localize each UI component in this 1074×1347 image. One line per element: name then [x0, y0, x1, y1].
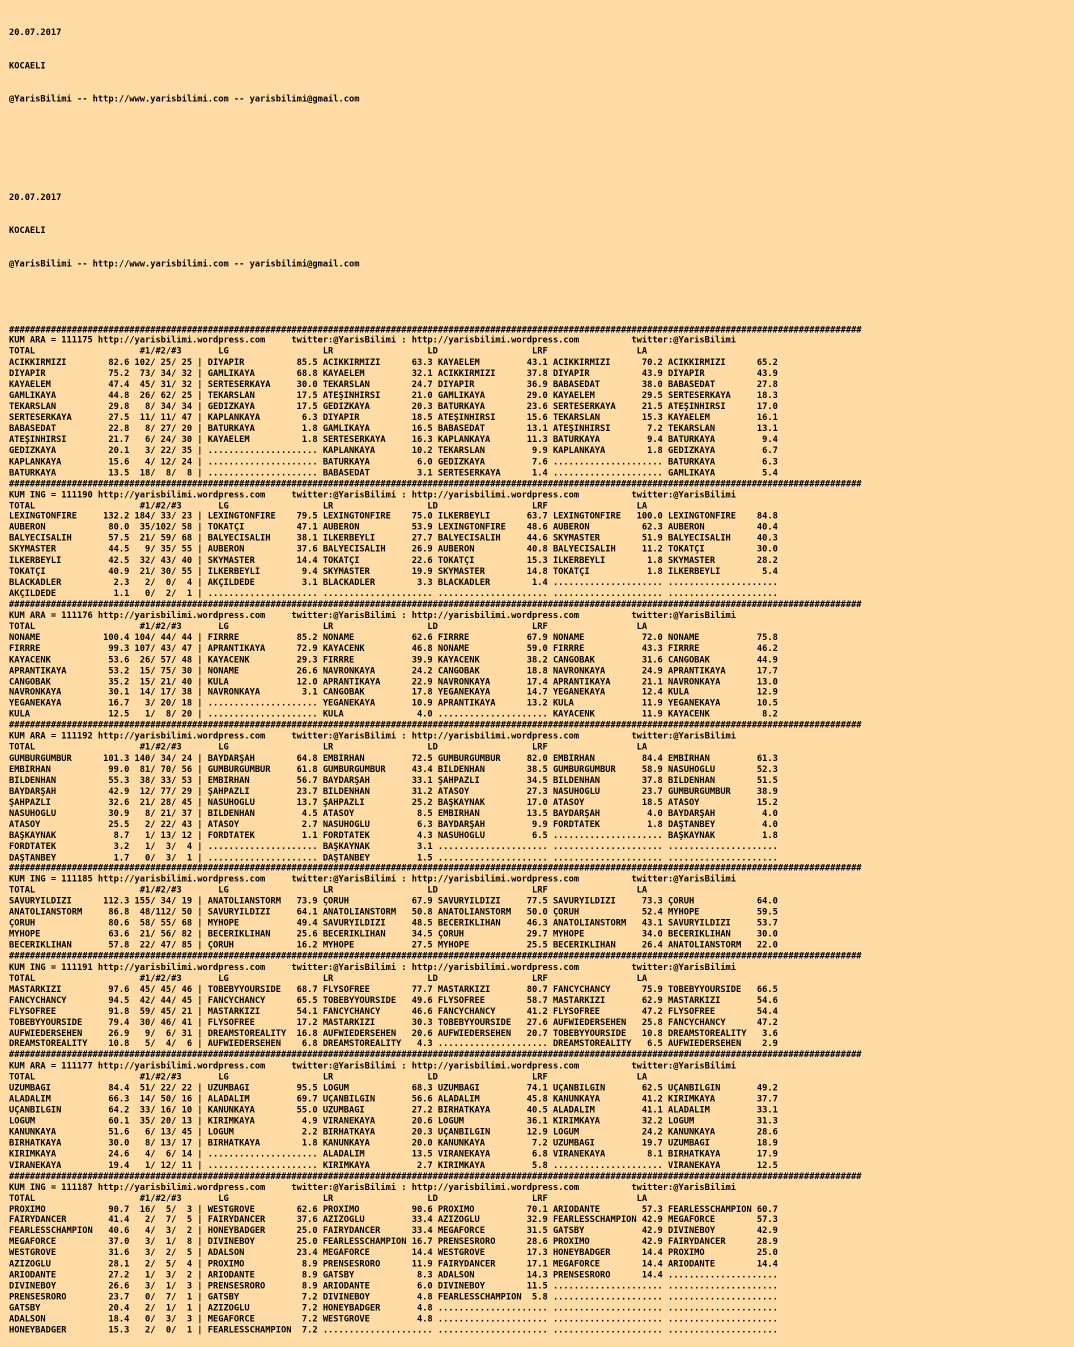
race-section: [9, 479, 1071, 600]
column-header: TOTAL #1/#2/#3 LG LR LD LRF LA: [9, 742, 648, 753]
table-row: FLYSOFREE 91.8 59/ 45/ 21 | MASTARKIZI 54.1 FANCYCHANCY 46.6 FANCYCHANCY 41.2 FLYSOFREE 47.2 FLYSOFREE 54.4: [9, 1006, 778, 1017]
report-contact: @YarisBilimi -- http://www.yarisbilimi.com -- yarisbilimi@gmail.com: [9, 259, 360, 270]
table-row: BAYDARŞAH 42.9 12/ 77/ 29 | ŞAHPAZLI 23.7 BİLDENHAN 31.2 ATASOY 27.3 NASUHOĞLU 23.7 GUMBURGÜMBÜR 38.9: [9, 786, 778, 797]
race-title: KUM ARA = 111177 http://yarisbilimi.wordpress.com twitter:@YarisBilimi : http://yarisbilimi.wordpress.com twitter:@YarisBilimi: [9, 1061, 737, 1072]
report-date: 20.07.2017: [9, 193, 62, 204]
table-row: FANCYCHANCY 94.5 42/ 44/ 45 | FANCYCHANCY 65.5 TOBEBYYOURSIDE 49.6 FLYSOFREE 58.7 MASTARKIZI 62.9 MASTARKIZI 54.6: [9, 995, 778, 1006]
table-row: FAIRYDANCER 41.4 2/ 7/ 5 | FAIRYDANCER 37.6 AZIZOGLU 33.4 AZIZOGLU 32.9 FEARLESSCHAMPION 42.9 MEGAFORCE 57.3: [9, 1215, 778, 1226]
separator-line: ###################################################################################################################################################################: [9, 325, 862, 336]
table-row: ANATOLIANSTORM 86.8 48/112/ 50 | SAVURYILDIZI 64.1 ANATOLIANSTORM 50.8 ANATOLIANSTORM 50.0 ÇORUH 52.4 MYHOPE 59.5: [9, 907, 778, 918]
table-row: PROXIMO 90.7 16/ 5/ 3 | WESTGROVE 62.6 PROXIMO 90.6 PROXIMO 70.1 ARIODANTE 57.3 FEARLESSCHAMPION 60.7: [9, 1204, 778, 1215]
column-header: TOTAL #1/#2/#3 LG LR LD LRF LA: [9, 347, 648, 358]
column-header: TOTAL #1/#2/#3 LG LR LD LRF LA: [9, 500, 648, 512]
table-row: UÇANBİLGİN 64.2 33/ 16/ 10 | KANUNKAYA 55.0 ÜZÜMBAĞI 27.2 BİRHATKAYA 40.5 ALADALIM 41.1 ALADALIM 33.1: [9, 1105, 778, 1116]
table-row: HONEYBADGER 15.3 2/ 0/ 1 | FEARLESSCHAMPION 7.2 ..................... ..................... ..................... .....................: [9, 1325, 778, 1336]
table-row: BİRHATKAYA 30.0 8/ 13/ 17 | BİRHATKAYA 1.8 KANUNKAYA 20.0 KANUNKAYA 7.2 ÜZÜMBAĞI 19.7 ÜZÜMBAĞI 18.9: [9, 1138, 778, 1149]
race-section: [9, 1171, 1071, 1336]
race-section: [9, 600, 1071, 721]
table-row: ŞAHPAZLI 32.6 21/ 28/ 45 | NASUHOĞLU 13.7 ŞAHPAZLI 25.2 BAŞKAYNAK 17.0 ATASOY 18.5 ATASOY 15.2: [9, 797, 778, 808]
table-row: TEKARSLAN 29.8 8/ 34/ 34 | GEDİZKAYA 17.5 GEDİZKAYA 20.3 BATURKAYA 23.6 SERTESERKAYA 21.5 ATEŞİNHIRSI 17.0: [9, 402, 778, 413]
report-date: 20.07.2017: [9, 28, 62, 39]
table-row: GAMLIKAYA 44.8 26/ 62/ 25 | TEKARSLAN 17.5 ATEŞİNHIRSI 21.0 GAMLIKAYA 29.0 KAYAELEM 29.5 SERTESERKAYA 18.3: [9, 391, 778, 402]
table-row: KANUNKAYA 51.6 6/ 13/ 45 | LOGUM 2.2 BİRHATKAYA 20.3 UÇANBİLGİN 12.9 LOGUM 24.2 KANUNKAYA 28.6: [9, 1127, 778, 1138]
race-tables: [9, 325, 1071, 1336]
table-row: ÜZÜMBAĞI 84.4 51/ 22/ 22 | ÜZÜMBAĞI 95.5 LOGUM 68.3 ÜZÜMBAĞI 74.1 UÇANBİLGİN 62.5 UÇANBİLGİN 49.2: [9, 1083, 778, 1094]
report-city: KOCAELI: [9, 226, 46, 237]
race-title: KUM ING = 111187 http://yarisbilimi.wordpress.com twitter:@YarisBilimi : http://yarisbilimi.wordpress.com twitter:@YarisBilimi: [9, 1182, 737, 1193]
table-row: TOKATÇI 40.9 21/ 30/ 55 | İLKERBEYLİ 9.4 SKYMASTER 19.9 SKYMASTER 14.8 TOKATÇI 1.8 İLKERBEYLİ 5.4: [9, 566, 778, 577]
table-row: AUFWIEDERSEHEN 26.9 9/ 6/ 31 | DREAMSTOREALITY 16.8 AUFWIEDERSEHEN 20.6 AUFWIEDERSEHEN 20.7 TOBEBYYOURSIDE 10.8 DREAMSTOREALITY 3.6: [9, 1028, 778, 1039]
column-header: TOTAL #1/#2/#3 LG LR LD LRF LA: [9, 885, 648, 896]
race-section: [9, 1051, 1071, 1172]
table-row: SKYMASTER 44.5 9/ 35/ 55 | AUBERON 37.6 BALYECİSALİH 26.9 AUBERON 40.8 BALYECİSALİH 11.2 TOKATÇI 30.0: [9, 544, 778, 555]
table-row: PRENSESRORO 23.7 0/ 7/ 1 | GATSBY 7.2 DIVINEBOY 4.8 FEARLESSCHAMPION 5.8 ..................... .....................: [9, 1292, 778, 1303]
table-row: AUBERON 80.0 35/102/ 58 | TOKATÇI 47.1 AUBERON 53.9 LEXINGTONFIRE 48.6 AUBERON 62.3 AUBERON 40.4: [9, 522, 778, 533]
table-row: ADALSON 18.4 0/ 3/ 3 | MEGAFORCE 7.2 WESTGROVE 4.8 ..................... ..................... .....................: [9, 1314, 778, 1325]
table-row: NASUHOĞLU 30.9 8/ 21/ 37 | BİLDENHAN 4.5 ATASOY 8.5 EMBİRHAN 13.5 BAYDARŞAH 4.0 BAYDARŞAH 4.0: [9, 808, 778, 819]
table-row: KULA 12.5 1/ 8/ 20 | ..................... KULA 4.0 ..................... KAYACENK 11.9 KAYACENK 8.2: [9, 709, 778, 720]
table-row: GEDİZKAYA 20.1 3/ 22/ 35 | ..................... KAPLANKAYA 10.2 TEKARSLAN 9.9 KAPLANKAYA 1.8 GEDİZKAYA 6.7: [9, 446, 778, 457]
table-row: YEGANEKAYA 16.7 3/ 20/ 18 | ..................... YEGANEKAYA 10.9 APRANTIKAYA 13.2 KULA 11.9 YEGANEKAYA 10.5: [9, 698, 778, 709]
table-row: FIRRRE 99.3 107/ 43/ 47 | APRANTIKAYA 72.9 KAYACENK 46.8 NONAME 59.0 FIRRRE 43.3 FIRRRE 46.2: [9, 643, 778, 654]
report-city: KOCAELI: [9, 61, 46, 72]
race-title: KUM ING = 111185 http://yarisbilimi.wordpress.com twitter:@YarisBilimi : http://yarisbilimi.wordpress.com twitter:@YarisBilimi: [9, 874, 737, 885]
table-row: BAŞKAYNAK 8.7 1/ 13/ 12 | FORDTATEK 1.1 FORDTATEK 4.3 NASUHOĞLU 6.5 ..................... BAŞKAYNAK 1.8: [9, 830, 778, 841]
table-row: BİLDENHAN 55.3 38/ 33/ 53 | EMBİRHAN 56.7 BAYDARŞAH 33.1 ŞAHPAZLI 34.5 BİLDENHAN 37.8 BİLDENHAN 51.5: [9, 775, 778, 786]
race-section: [9, 325, 1071, 479]
race-title: KUM ING = 111190 http://yarisbilimi.wordpress.com twitter:@YarisBilimi : http://yarisbilimi.wordpress.com twitter:@YarisBilimi: [9, 489, 737, 501]
race-title: KUM ARA = 111176 http://yarisbilimi.wordpress.com twitter:@YarisBilimi : http://yarisbilimi.wordpress.com twitter:@YarisBilimi: [9, 610, 737, 621]
blank-line: [9, 292, 1071, 303]
separator-line: ###################################################################################################################################################################: [9, 1050, 862, 1061]
race-title: KUM ARA = 111175 http://yarisbilimi.wordpress.com twitter:@YarisBilimi : http://yarisbilimi.wordpress.com twitter:@YarisBilimi: [9, 336, 737, 347]
table-row: VİRANEKAYA 19.4 1/ 12/ 11 | ..................... KIRIMKAYA 2.7 KIRIMKAYA 5.8 ..................... VİRANEKAYA 12.5: [9, 1160, 778, 1171]
report-contact: @YarisBilimi -- http://www.yarisbilimi.com -- yarisbilimi@gmail.com: [9, 94, 360, 105]
table-row: FEARLESSCHAMPION 40.6 4/ 3/ 2 | HONEYBADGER 25.0 FAIRYDANCER 33.4 MEGAFORCE 31.5 GATSBY 42.9 DIVINEBOY 42.9: [9, 1226, 778, 1237]
table-row: ACIKKIRMIZI 82.6 102/ 25/ 25 | DİYAPİR 85.5 ACIKKIRMIZI 63.3 KAYAELEM 43.1 ACIKKIRMIZI 70.2 ACIKKIRMIZI 65.2: [9, 358, 778, 369]
table-row: FORDTATEK 3.2 1/ 3/ 4 | ..................... BAŞKAYNAK 3.1 ..................... ..................... .....................: [9, 841, 778, 852]
blank-line: [9, 160, 1071, 171]
table-row: LOGUM 60.1 35/ 20/ 13 | KIRIMKAYA 4.9 VİRANEKAYA 20.6 LOGUM 36.1 KIRIMKAYA 32.2 LOGUM 31.3: [9, 1116, 778, 1127]
column-header: TOTAL #1/#2/#3 LG LR LD LRF LA: [9, 621, 648, 632]
column-header: TOTAL #1/#2/#3 LG LR LD LRF LA: [9, 1193, 648, 1204]
separator-line: ###################################################################################################################################################################: [9, 599, 862, 610]
race-title: KUM ING = 111191 http://yarisbilimi.wordpress.com twitter:@YarisBilimi : http://yarisbilimi.wordpress.com twitter:@YarisBilimi: [9, 962, 737, 973]
table-row: BABASEDAT 22.8 8/ 27/ 20 | BATURKAYA 1.8 GAMLIKAYA 16.5 BABASEDAT 13.1 ATEŞİNHIRSI 7.2 TEKARSLAN 13.1: [9, 424, 778, 435]
table-row: ARIODANTE 27.2 1/ 3/ 2 | ARIODANTE 8.9 GATSBY 8.3 ADALSON 14.3 PRENSESRORO 14.4 .....................: [9, 1270, 778, 1281]
table-row: KAYACENK 53.6 26/ 57/ 48 | KAYACENK 29.3 FIRRRE 39.9 KAYACENK 38.2 CANGOBAK 31.6 CANGOBAK 44.9: [9, 654, 778, 665]
separator-line: ###################################################################################################################################################################: [9, 478, 862, 490]
race-section: [9, 952, 1071, 1051]
table-row: BLACKADLER 2.3 2/ 0/ 4 | AKÇILDEDE 3.1 BLACKADLER 3.3 BLACKADLER 1.4 ..................... .....................: [9, 577, 778, 588]
race-section: [9, 721, 1071, 864]
table-row: NONAME 100.4 104/ 44/ 44 | FIRRRE 85.2 NONAME 62.6 FIRRRE 67.9 NONAME 72.0 NONAME 75.8: [9, 632, 778, 643]
table-row: DAŞTANBEY 1.7 0/ 3/ 1 | ..................... DAŞTANBEY 1.5 ..................... ..................... .....................: [9, 852, 778, 863]
table-row: KAPLANKAYA 15.6 4/ 12/ 24 | ..................... BATURKAYA 6.0 GEDİZKAYA 7.6 ..................... BATURKAYA 6.3: [9, 456, 778, 468]
table-row: WESTGROVE 31.6 3/ 2/ 5 | ADALSON 23.4 MEGAFORCE 14.4 WESTGROVE 17.3 HONEYBADGER 14.4 PROXIMO 25.0: [9, 1248, 778, 1259]
column-header: TOTAL #1/#2/#3 LG LR LD LRF LA: [9, 973, 648, 984]
column-header: TOTAL #1/#2/#3 LG LR LD LRF LA: [9, 1072, 648, 1083]
table-row: SERTESERKAYA 27.5 11/ 11/ 47 | KAPLANKAYA 6.3 DİYAPİR 18.5 ATEŞİNHIRSI 15.6 TEKARSLAN 15.3 KAYAELEM 16.1: [9, 413, 778, 424]
table-row: ALADALIM 66.3 14/ 50/ 16 | ALADALIM 69.7 UÇANBİLGİN 56.6 ALADALIM 45.8 KANUNKAYA 41.2 KIRIMKAYA 37.7: [9, 1094, 778, 1105]
table-row: AZIZOGLU 28.1 2/ 5/ 4 | PROXIMO 8.9 PRENSESRORO 11.9 FAIRYDANCER 17.1 MEGAFORCE 14.4 ARIODANTE 14.4: [9, 1259, 778, 1270]
table-row: ATASOY 25.5 2/ 22/ 43 | ATASOY 2.7 NASUHOĞLU 6.3 BAYDARŞAH 9.9 FORDTATEK 1.8 DAŞTANBEY 4.0: [9, 819, 778, 830]
separator-line: ###################################################################################################################################################################: [9, 1171, 862, 1182]
table-row: BALYECİSALİH 57.5 21/ 59/ 68 | BALYECİSALİH 38.1 İLKERBEYLİ 27.7 BALYECİSALİH 44.6 SKYMASTER 51.9 BALYECİSALİH 40.3: [9, 533, 778, 544]
table-row: APRANTIKAYA 53.2 15/ 75/ 30 | NONAME 26.6 NAVRONKAYA 24.2 CANGOBAK 18.8 NAVRONKAYA 24.9 APRANTIKAYA 17.7: [9, 665, 778, 676]
table-row: BECERİKLİHAN 57.8 22/ 47/ 85 | ÇORUH 16.2 MYHOPE 27.5 MYHOPE 25.5 BECERİKLİHAN 26.4 ANATOLIANSTORM 22.0: [9, 940, 778, 951]
table-row: DİYAPİR 75.2 73/ 34/ 32 | GAMLIKAYA 68.8 KAYAELEM 32.1 ACIKKIRMIZI 37.8 DİYAPİR 43.9 DİYAPİR 43.9: [9, 369, 778, 380]
table-row: NAVRONKAYA 30.1 14/ 17/ 38 | NAVRONKAYA 3.1 CANGOBAK 17.8 YEGANEKAYA 14.7 YEGANEKAYA 12.4 KULA 12.9: [9, 687, 778, 698]
race-section: [9, 864, 1071, 952]
separator-line: ###################################################################################################################################################################: [9, 720, 862, 731]
table-row: SAVURYILDIZI 112.3 155/ 34/ 19 | ANATOLIANSTORM 73.9 ÇORUH 67.9 SAVURYILDIZI 77.5 SAVURYILDIZI 73.3 ÇORUH 64.0: [9, 896, 778, 907]
table-row: ATEŞİNHIRSI 21.7 6/ 24/ 30 | KAYAELEM 1.8 SERTESERKAYA 16.3 KAPLANKAYA 11.3 BATURKAYA 9.4 BATURKAYA 9.4: [9, 435, 778, 446]
separator-line: ###################################################################################################################################################################: [9, 863, 862, 874]
table-row: ÇORUH 80.6 58/ 55/ 68 | MYHOPE 49.4 SAVURYILDIZI 48.5 BECERİKLİHAN 46.3 ANATOLIANSTORM 43.1 SAVURYILDIZI 53.7: [9, 918, 778, 929]
table-row: LEXINGTONFIRE 132.2 184/ 33/ 23 | LEXINGTONFIRE 79.5 LEXINGTONFIRE 75.0 İLKERBEYLİ 63.7 LEXINGTONFIRE 100.0 LEXINGTONFIRE 84.8: [9, 511, 778, 523]
blank-line: [9, 127, 1071, 138]
race-title: KUM ARA = 111192 http://yarisbilimi.wordpress.com twitter:@YarisBilimi : http://yarisbilimi.wordpress.com twitter:@YarisBilimi: [9, 731, 737, 742]
table-row: DIVINEBOY 26.6 3/ 1/ 3 | PRENSESRORO 8.9 ARIODANTE 6.0 DIVINEBOY 11.5 ..................... .....................: [9, 1281, 778, 1292]
table-row: KAYAELEM 47.4 45/ 31/ 32 | SERTESERKAYA 30.0 TEKARSLAN 24.7 DİYAPİR 36.9 BABASEDAT 38.0 BABASEDAT 27.8: [9, 380, 778, 391]
table-row: KIRIMKAYA 24.6 4/ 6/ 14 | ..................... ALADALIM 13.5 VİRANEKAYA 6.8 VİRANEKAYA 8.1 BİRHATKAYA 17.9: [9, 1149, 778, 1160]
table-row: GUMBURGÜMBÜR 101.3 140/ 34/ 24 | BAYDARŞAH 64.8 EMBİRHAN 72.5 GUMBURGÜMBÜR 82.0 EMBİRHAN 84.4 EMBİRHAN 61.3: [9, 753, 778, 764]
table-row: CANGOBAK 35.2 15/ 21/ 40 | KULA 12.0 APRANTIKAYA 22.9 NAVRONKAYA 17.4 APRANTIKAYA 21.1 NAVRONKAYA 13.0: [9, 676, 778, 687]
table-row: İLKERBEYLİ 42.5 32/ 43/ 40 | SKYMASTER 14.4 TOKATÇI 22.6 TOKATÇI 15.3 İLKERBEYLİ 1.8 SKYMASTER 28.2: [9, 555, 778, 566]
table-row: MYHOPE 63.6 21/ 56/ 82 | BECERİKLİHAN 25.6 BECERİKLİHAN 34.5 ÇORUH 29.7 MYHOPE 34.0 BECERİKLİHAN 30.0: [9, 929, 778, 940]
separator-line: ###################################################################################################################################################################: [9, 951, 862, 962]
race-report-document: [9, 6, 1071, 1347]
table-row: MEGAFORCE 37.0 3/ 1/ 8 | DIVINEBOY 25.0 FEARLESSCHAMPION 16.7 PRENSESRORO 28.6 PROXIMO 42.9 FAIRYDANCER 28.9: [9, 1237, 778, 1248]
table-row: TOBEBYYOURSIDE 79.4 30/ 46/ 41 | FLYSOFREE 17.2 MASTARKIZI 30.3 TOBEBYYOURSIDE 27.6 AUFWIEDERSEHEN 25.8 FANCYCHANCY 47.2: [9, 1017, 778, 1028]
table-row: EMBİRHAN 99.0 81/ 70/ 56 | GUMBURGÜMBÜR 61.8 GUMBURGÜMBÜR 43.4 BİLDENHAN 38.5 GUMBURGÜMBÜR 58.9 NASUHOĞLU 52.3: [9, 764, 778, 775]
table-row: MASTARKIZI 97.6 45/ 45/ 46 | TOBEBYYOURSIDE 68.7 FLYSOFREE 77.7 MASTARKIZI 80.7 FANCYCHANCY 75.9 TOBEBYYOURSIDE 66.5: [9, 984, 778, 995]
table-row: BATURKAYA 13.5 18/ 8/ 8 | ..................... BABASEDAT 3.1 SERTESERKAYA 1.4 ..................... GAMLIKAYA 5.4: [9, 467, 778, 479]
table-row: DREAMSTOREALITY 10.8 5/ 4/ 6 | AUFWIEDERSEHEN 6.8 DREAMSTOREALITY 4.3 ..................... DREAMSTOREALITY 6.5 AUFWIEDERSEHEN 2.9: [9, 1039, 778, 1050]
table-row: GATSBY 20.4 2/ 1/ 1 | AZIZOGLU 7.2 HONEYBADGER 4.8 ..................... ..................... .....................: [9, 1303, 778, 1314]
table-row: AKÇILDEDE 1.1 0/ 2/ 1 | ..................... ..................... ..................... ..................... .....................: [9, 588, 778, 599]
